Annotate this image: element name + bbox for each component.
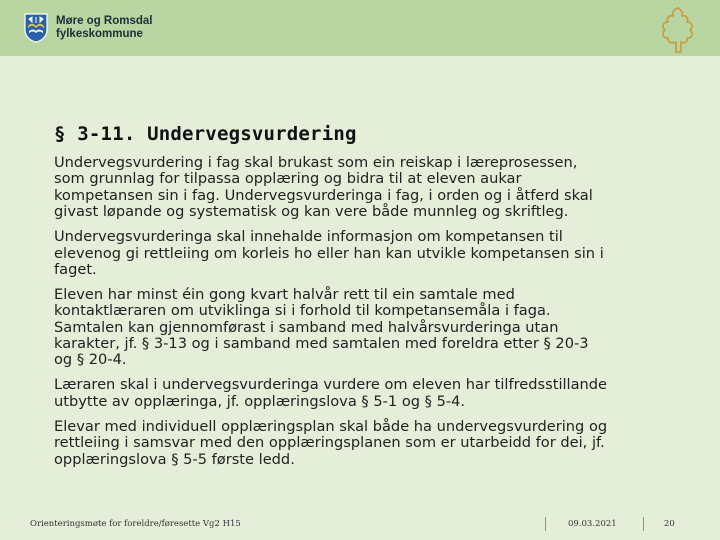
body-line: elevenog gi rettleiing om korleis ho eller han kan utvikle kompetansen sin i (54, 244, 604, 262)
body-line: opplæringslova § 5-5 første ledd. (54, 450, 295, 468)
body-line: Undervegsvurderinga skal innehalde informasjon om kompetansen til (54, 228, 563, 246)
body-line: karakter, jf. § 3-13 og i samband med samtalen med foreldra etter § 20-3 (54, 335, 589, 353)
slide-body (54, 155, 674, 476)
body-paragraph (54, 155, 674, 221)
footer-event-title: Orienteringsmøte for foreldre/føresette Vg2 H15 (30, 519, 241, 529)
header-band (0, 0, 720, 56)
body-line: rettleiing i samsvar med den opplæringsplanen som er utarbeidd for dei, jf. (54, 434, 605, 452)
body-paragraph (54, 377, 674, 410)
body-line: Undervegsvurdering i fag skal brukast som ein reiskap i læreprosessen, (54, 154, 578, 171)
org-name (56, 15, 152, 41)
body-line: givast løpande og systematisk og kan vere både munnleg og skriftleg. (54, 203, 569, 221)
body-line: som grunnlag for tilpassa opplæring og bidra til at eleven aukar (54, 170, 522, 188)
body-paragraph (54, 287, 674, 369)
footer-page-number: 20 (664, 519, 675, 529)
org-name-line1: Møre og Romsdal (56, 15, 153, 27)
footer-separator (643, 517, 644, 531)
org-name-line2: fylkeskommune (56, 28, 143, 40)
tree-outline-icon (656, 6, 700, 54)
body-line: og § 20-4. (54, 351, 127, 369)
footer-date: 09.03.2021 (568, 519, 617, 529)
body-line: Samtalen kan gjennomførast i samband med halvårsvurderinga utan (54, 318, 559, 336)
body-paragraph (54, 229, 674, 278)
body-paragraph (54, 419, 674, 468)
body-line: utbytte av opplæringa, jf. opplæringslova § 5-1 og § 5-4. (54, 392, 466, 410)
body-line: kontaktlæraren om utviklinga si i forhold til kompetansemåla i faga. (54, 302, 551, 320)
county-shield-icon (24, 13, 48, 43)
body-line: faget. (54, 260, 97, 278)
footer-separator (545, 517, 546, 531)
body-line: Læraren skal i undervegsvurderinga vurdere om eleven har tilfredsstillande (54, 376, 608, 394)
body-line: Elevar med individuell opplæringsplan skal både ha undervegsvurdering og (54, 417, 608, 435)
body-line: Eleven har minst éin gong kvart halvår rett til ein samtale med (54, 285, 515, 303)
slide-title: § 3-11. Undervegsvurdering (54, 123, 357, 145)
body-line: kompetansen sin i fag. Undervegsvurderinga i fag, i orden og i åtferd skal (54, 186, 593, 204)
